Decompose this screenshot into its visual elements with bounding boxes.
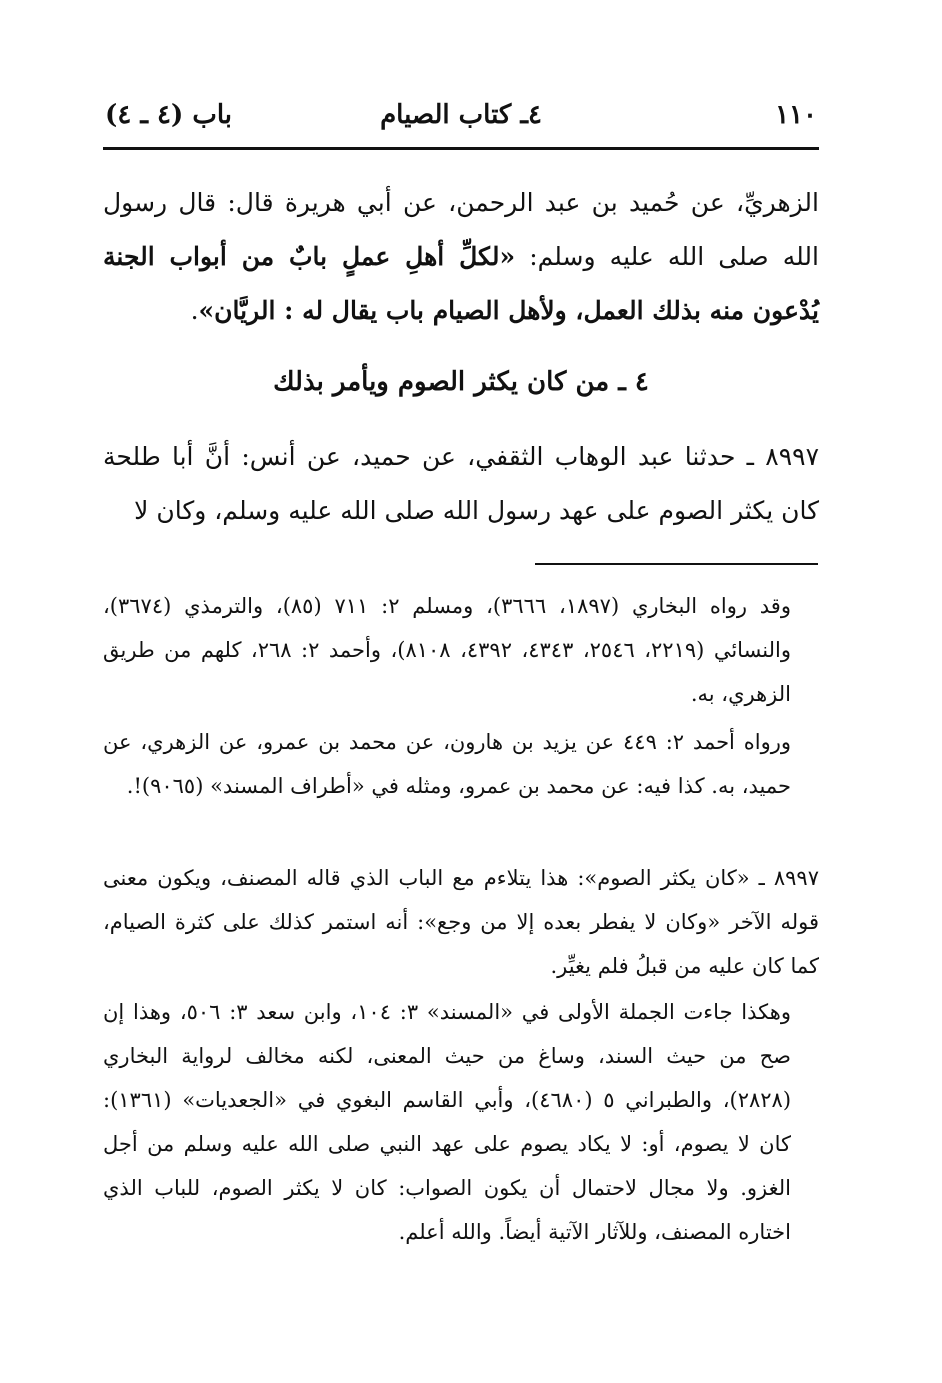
hadith-8997-text: ٨٩٩٧ ـ حدثنا عبد الوهاب الثقفي، عن حميد، عن أنس: أنَّ أبا طلحة كان يكثر الصوم على عهد رسول الله صلى الله عليه وسلم، وكان لا — [103, 442, 819, 525]
footnote-paragraph-1 — [103, 584, 819, 716]
footnote-separator — [535, 563, 818, 565]
hadith-end-punctuation: . — [190, 296, 199, 325]
book-title: ٤ـ كتاب الصيام — [380, 100, 542, 130]
footnote-text: ٨٩٩٧ ـ «كان يكثر الصوم»: هذا يتلاءم مع الباب الذي قاله المصنف، ويكون معنى قوله الآخر «وكان لا يفطر بعده إلا من وجع»: أنه استمر كذلك على كثرة الصيام، كما كان عليه من قبلُ فلم يغيِّر. — [103, 866, 819, 978]
chapter-reference: باب (٤ ـ ٤) — [105, 100, 232, 130]
footnote-text: وهكذا جاءت الجملة الأولى في «المسند» ٣: ١٠٤، وابن سعد ٣: ٥٠٦، وهذا إن صح من حيث السند، وساغ من حيث المعنى، لكنه مخالف لرواية البخاري (٢٨٢٨)، والطبراني ٥ (٤٦٨٠)، وأبي القاسم البغوي في «الجعديات» (١٣٦١): كان لا يصوم، أو: لا يكاد يصوم على عهد النبي صلى الله عليه وسلم من أجل الغزو. ولا مجال لاحتمال أن يكون الصواب: كان لا يكثر الصوم، للباب الذي اختاره المصنف، وللآثار الآتية أيضاً. والله أعلم. — [103, 1000, 792, 1244]
footnote-paragraph-3 — [103, 856, 819, 988]
page-number: ١١٠ — [775, 100, 817, 130]
footnote-text: وقد رواه البخاري (١٨٩٧، ٣٦٦٦)، ومسلم ٢: ٧١١ (٨٥)، والترمذي (٣٦٧٤)، والنسائي (٢٢١٩، ٢٥٤٦، ٤٣٤٣، ٤٣٩٢، ٨١٠٨)، وأحمد ٢: ٢٦٨، كلهم من طريق الزهري، به. — [103, 594, 792, 706]
header-rule — [103, 147, 819, 150]
hadith-chain-text: الزهريِّ، عن حُميد بن عبد الرحمن، عن أبي هريرة قال: قال رسول الله صلى الله عليه وسلم: — [103, 188, 819, 271]
section-heading: ٤ ـ من كان يكثر الصوم ويأمر بذلك — [273, 367, 649, 397]
footnote-text: ورواه أحمد ٢: ٤٤٩ عن يزيد بن هارون، عن محمد بن عمرو، عن الزهري، عن حميد، به. كذا فيه: عن محمد بن عمرو، ومثله في «أطراف المسند» (٩٠٦٥)!. — [103, 730, 791, 798]
page-header — [105, 100, 817, 140]
footnote-paragraph-2 — [103, 720, 819, 808]
footnote-paragraph-4 — [103, 990, 819, 1254]
hadith-matn-bold: «لكلِّ أهلِ عملٍ بابٌ من أبواب الجنة يُدْعون منه بذلك العمل، ولأهل الصيام باب يقال له : الريَّان» — [103, 242, 819, 325]
hadith-text-continuation — [103, 176, 819, 338]
